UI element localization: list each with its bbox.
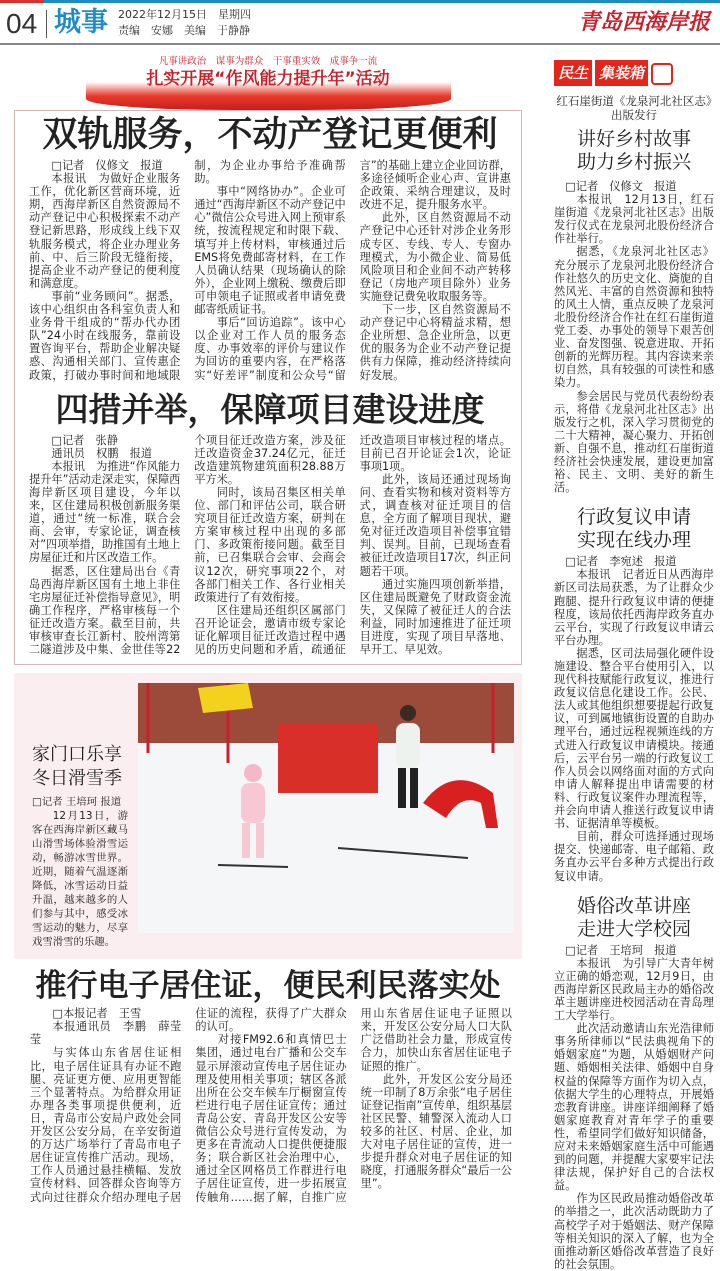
top-color-bar [0, 0, 720, 3]
article4-body [14, 1007, 522, 1203]
title-line: 助力乡村振兴 [576, 151, 691, 173]
paragraph: 同时，该局召集区相关单位、部门和评估公司，联合研究项目征迁改造方案，研判在方案审核过程中出现的多部门、多政策衔接问题。截至目前，已召集联合会审、会商会议12次，研究事项22个，对各部门相关工作、各行业相关政策进行了有效衔接。 [194, 485, 346, 604]
paragraph: 参会居民与党员代表纷纷表示，将借《龙泉河北社区志》出版发行之机，深入学习贯彻党的二十大精神，凝心聚力、开拓创新、自强不息，推动红石崖街道经济社会快速发展，建设更加富裕、民主、文明、美好的新生活。 [554, 389, 714, 495]
issue-date: 2022年12月15日 星期四 [118, 8, 251, 21]
paragraph: 此次活动邀请山东光浩律师事务所律师以“民法典视角下的婚姻家庭”为题，从婚姻财产问题、婚姻相关法律、婚姻中自身权益的保障等方面作为切入点，依据大学生的心理特点，开展婚恋教育讲座。讲座详细阐释了婚姻家庭教育对青年学子的重要性，希望同学们做好知识储备，应对未来婚姻家庭生活中可能遇到的问题，并提醒大家要牢记法律法规，保护好自己的合法权益。 [554, 1022, 714, 1193]
byline: □记者 王培珂 报道 [32, 796, 122, 809]
sidebar-article-1 [554, 94, 714, 494]
title-line: 冬日滑雪季 [32, 768, 122, 790]
paragraph: 据悉，区住建局出台《青岛西海岸新区国有土地上非住宅房屋征迁补偿指导意见》，明确工作程序，严格审核每一个征迁改造方案。截至目前，共审核审查长江新村、胶州湾第二隧道涉及中集、金世佳等22个项目征迁改造方案，涉及征迁改造资金37.24亿元，征迁改造建筑物建筑面积28.88万平方米。 [29, 433, 346, 657]
paragraph: 本报讯 为引导广大青年树立正确的婚恋观，12月9日，由西海岸新区民政局主办的婚俗改革主题讲座进校园活动在青岛理工大学举行。 [554, 956, 714, 1023]
column-name: 集装箱 [595, 60, 648, 86]
title-line: 行政复议申请 [576, 506, 691, 529]
photo-story-text [32, 743, 128, 949]
editors: 责编 安娜 美编 于静静 [118, 24, 250, 37]
body [554, 193, 714, 494]
chat-bubble-icon [651, 63, 673, 85]
skiing-photo [138, 683, 514, 933]
paragraph: 事后“回访追踪”。该中心以企业对工作人员的服务态度、办事效率的评价与建议作为回访的重要内容，在严格落实“好差评”制度和公众号“留言”的基础上建立企业回访群，多途径倾听企业心声、宣讲惠企政策、采纳合理建议，及时改进不足，提升服务水平。 [194, 159, 511, 382]
article2-body [29, 434, 511, 657]
paragraph: 据悉，区司法局强化硬件设施建设、整合平台使用引入，以现代科技赋能行政复议，推进行政复议信息化建设工作。公民、法人或其他组织想要提起行政复议，可到属地镇街设置的自助办理平台，通过远程视频连线的方式进入行政复议申请模块。接通后，云平台另一端的行政复议工作人员会以网络面对面的方式向申请人解释提出申请需要的材料、行政复议案件办理流程等，并会向申请人推送行政复议申请书、证据清单等模板。 [554, 646, 714, 831]
byline: 通讯员 权鹏 报道 [51, 446, 153, 460]
paragraph: 本报讯 12月13日，红石崖街道《龙泉河北社区志》出版发行仪式在龙泉河北股份经济合作社举行。 [554, 193, 714, 246]
article2-headline: 四措并举，保障项目建设进度 [55, 389, 485, 429]
paragraph: 本报讯 为做好企业服务工作，优化新区营商环境，近期，西海岸新区自然资源局不动产登记中心积极探索不动产登记新思路，形成线上线下双轨服务模式，将企业办理业务前、中、后三阶段无缝衔接，提高企业不动产登记的便利度和满意度。 [29, 172, 181, 290]
paragraph: 此外，开发区公安分局还统一印制了8万余张“电子居住证登记指南”宣传单，组织基层社区民警、辅警深入流动人口较多的社区、村居、企业，加大对电子居住证的宣传，进一步提升群众对电子居住证的知晓度，打通服务群众“最后一公里”。 [360, 1072, 512, 1191]
sidebar-article-3 [554, 895, 714, 1271]
banner-title: 扎实开展“作风能力提升年”活动 [146, 69, 390, 89]
kicker: 红石崖街道《龙泉河北社区志》出版发行 [556, 94, 712, 122]
byline: □记者 仪修文 报道 [51, 159, 163, 172]
article1-body [29, 159, 511, 382]
paragraph: 本报讯 为推进“作风能力提升年”活动走深走实，保障西海岸新区项目建设，今年以来，区住建局积极创新服务渠道，通过“统一标准，联合会商、会审，专家论证，调查核对”四项举措，助推国有土地上房屋征迁和片区改造工作。 [29, 459, 181, 565]
paragraph: 作为区民政局推动婚俗改革的举措之一，此次活动既助力了高校学子对于婚姻法、财产保障等相关知识的深入了解，也为全面推动新区婚俗改革营造了良好的社会氛围。 [554, 1192, 714, 1271]
paragraph: 下一步，区自然资源局不动产登记中心将精益求精，想企业所想、急企业所急，以更优的服务为企业不动产登记提供有力保障，推动经济持续向好发展。 [359, 303, 511, 382]
paragraph: 此外，该局还通过现场询问、查看实物和核对资料等方式，调查核对征迁项目的信息，全方面了解项目现状，避免对征迁改造项目补偿事宜错判、误判。目前，已现场查看被征迁改造项目17次，纠正问题若干项。 [359, 472, 511, 578]
byline: □记者 张静 [51, 433, 118, 447]
photo-caption-block [32, 795, 128, 949]
headline [554, 506, 714, 552]
paragraph: 事前“业务顾问”。据悉，该中心组织由各科室负责人和业务骨干组成的“帮办代办团队”24小时在线服务，靠前设置咨询平台，帮助企业解决疑惑、沟通相关部门、宣传惠企政策，打破办事时间和地域限制，为企业办事给予准确帮助。 [29, 159, 346, 382]
title-line: 婚俗改革讲座 [576, 894, 691, 917]
paragraph: 目前，群众可选择通过现场提交、快递邮寄、电子邮箱、政务直办云平台多种方式提出行政复议申请。 [554, 830, 714, 883]
article4-headline: 推行电子居住证，便民利民落实处 [35, 968, 501, 1005]
caption: 12月13日，游客在西海岸新区藏马山滑雪场体验滑雪运动，畅游冰雪世界。近期，随着气温逐渐降低，冰雪运动日益升温，越来越多的人们参与其中，感受冰雪运动的魅力，尽享戏雪滑雪的乐趣。 [32, 810, 128, 949]
article1-headline: 双轨服务，不动产登记更便利 [42, 115, 498, 155]
header-rule [0, 43, 720, 45]
byline: □本报记者 王雪 [52, 1007, 142, 1021]
banner-slogan: 凡事讲政治 谋事为群众 干事重实效 成事争一流 [158, 56, 378, 67]
headline [554, 128, 714, 174]
paragraph: 此外，区自然资源局不动产登记中心还针对涉企业务形成专区、专线、专人、专窗办理模式，为小微企业、简易低风险项目和企业间不动产转移登记（房地产项目除外）业务实施登记费免收取服务等。 [359, 211, 511, 303]
photo-story-title [32, 743, 128, 791]
paragraph: 据悉，《龙泉河北社区志》充分展示了龙泉河北股份经济合作社悠久的历史文化、旖旎的自然风光、丰富的自然资源和独特的风土人情，重点反映了龙泉河北股份经济合作社在红石崖街道党工委、办事处的领导下艰苦创业、奋发图强、锐意进取、开拓创新的光辉历程。其内容读来亲切自然，具有较强的可读性和感染力。 [554, 245, 714, 390]
byline: □记者 王培珂 报道 [565, 943, 677, 957]
newspaper-logo: 青岛西海岸报 [577, 9, 710, 35]
campaign-banner [86, 54, 451, 110]
byline: □记者 李宛述 报道 [565, 555, 677, 569]
divider [46, 10, 47, 38]
byline: □记者 仪修文 报道 [565, 180, 677, 193]
paragraph: 事中“网络协办”。企业可通过“西海岸新区不动产登记中心”微信公众号进入网上预审系统，按流程规定和时限下载、填写并上传材料，审核通过后EMS将免费邮寄材料，在工作人员确认结果（现场确认的除外），企业网上缴税、缴费后即可申领电子证照或者申请免费邮寄纸质证书。 [194, 185, 346, 317]
paragraph: 对接FM92.6和真情巴士集团，通过电台广播和公交车显示屏滚动宣传电子居住证办理及使用相关事项；辖区各派出所在公交车候车厅橱窗宣传栏进行电子居住证宣传；通过青岛公安、青岛开发区公安等微信公众号进行宣传发动，为更多在青流动人口提供便捷服务；联合新区社会治理中心，通过全区网格员工作群进行电子居住证宣传，进一步拓展宣传触角……据了解，自推广应用山东省居住证电子证照以来，开发区公安分局人口大队广泛借助社会力量，形成宣传合力，加快山东省居住证电子证照的推广。 [195, 1007, 512, 1204]
title-line: 走进大学校园 [576, 917, 691, 940]
title-line: 实现在线办理 [576, 529, 691, 552]
page-number: 04 [6, 8, 38, 39]
article-box [14, 110, 522, 665]
byline: 本报通讯员 李鹏 薛莹莹 [30, 1020, 182, 1047]
paragraph: 与实体山东省居住证相比，电子居住证具有办证不跑腿、亮证更方便、应用更智能三个显著特点。为给群众用证办理各类事项提供便利，近日，青岛市公安局户政处会同开发区公安分局，在辛安街道的万达广场举行了青岛市电子居住证宣传推广活动。现场，工作人员通过悬挂横幅、发放宣传材料、回答群众咨询等方式向过往群众介绍办理电子居住证的流程，获得了广大群众的认可。 [30, 1007, 347, 1204]
sidebar-article-2 [554, 506, 714, 882]
headline [554, 895, 714, 941]
main-area [14, 54, 522, 1204]
column-header [554, 60, 714, 86]
body [554, 957, 714, 1271]
paragraph: 本报讯 记者近日从西海岸新区司法局获悉，为了让群众少跑腿、提升行政复议申请的便捷程度，该局依托西海岸政务直办云平台，实现了行政复议申请云平台办理。 [554, 568, 714, 647]
sidebar [554, 60, 714, 1271]
body [554, 568, 714, 882]
title-line: 家门口乐享 [32, 744, 122, 766]
title-line: 讲好乡村故事 [576, 128, 691, 150]
photo-feature [14, 673, 522, 959]
section-title: 城事 [54, 7, 108, 38]
column-name: 民生 [554, 60, 592, 86]
paragraph: 区住建局还组织区属部门召开论证会，邀请市级专家论证化解项目征迁改造过程中遇见的历史问题和矛盾，疏通征迁改造项目审核过程的堵点。目前已召开论证会1次，论证事项1项。 [194, 433, 511, 657]
paragraph: 通过实施四项创新举措，区住建局既避免了财政资金流失，又保障了被征迁人的合法利益，同时加速推进了征迁项目进度，实现了项目早落地、早开工、早见效。 [359, 577, 511, 657]
